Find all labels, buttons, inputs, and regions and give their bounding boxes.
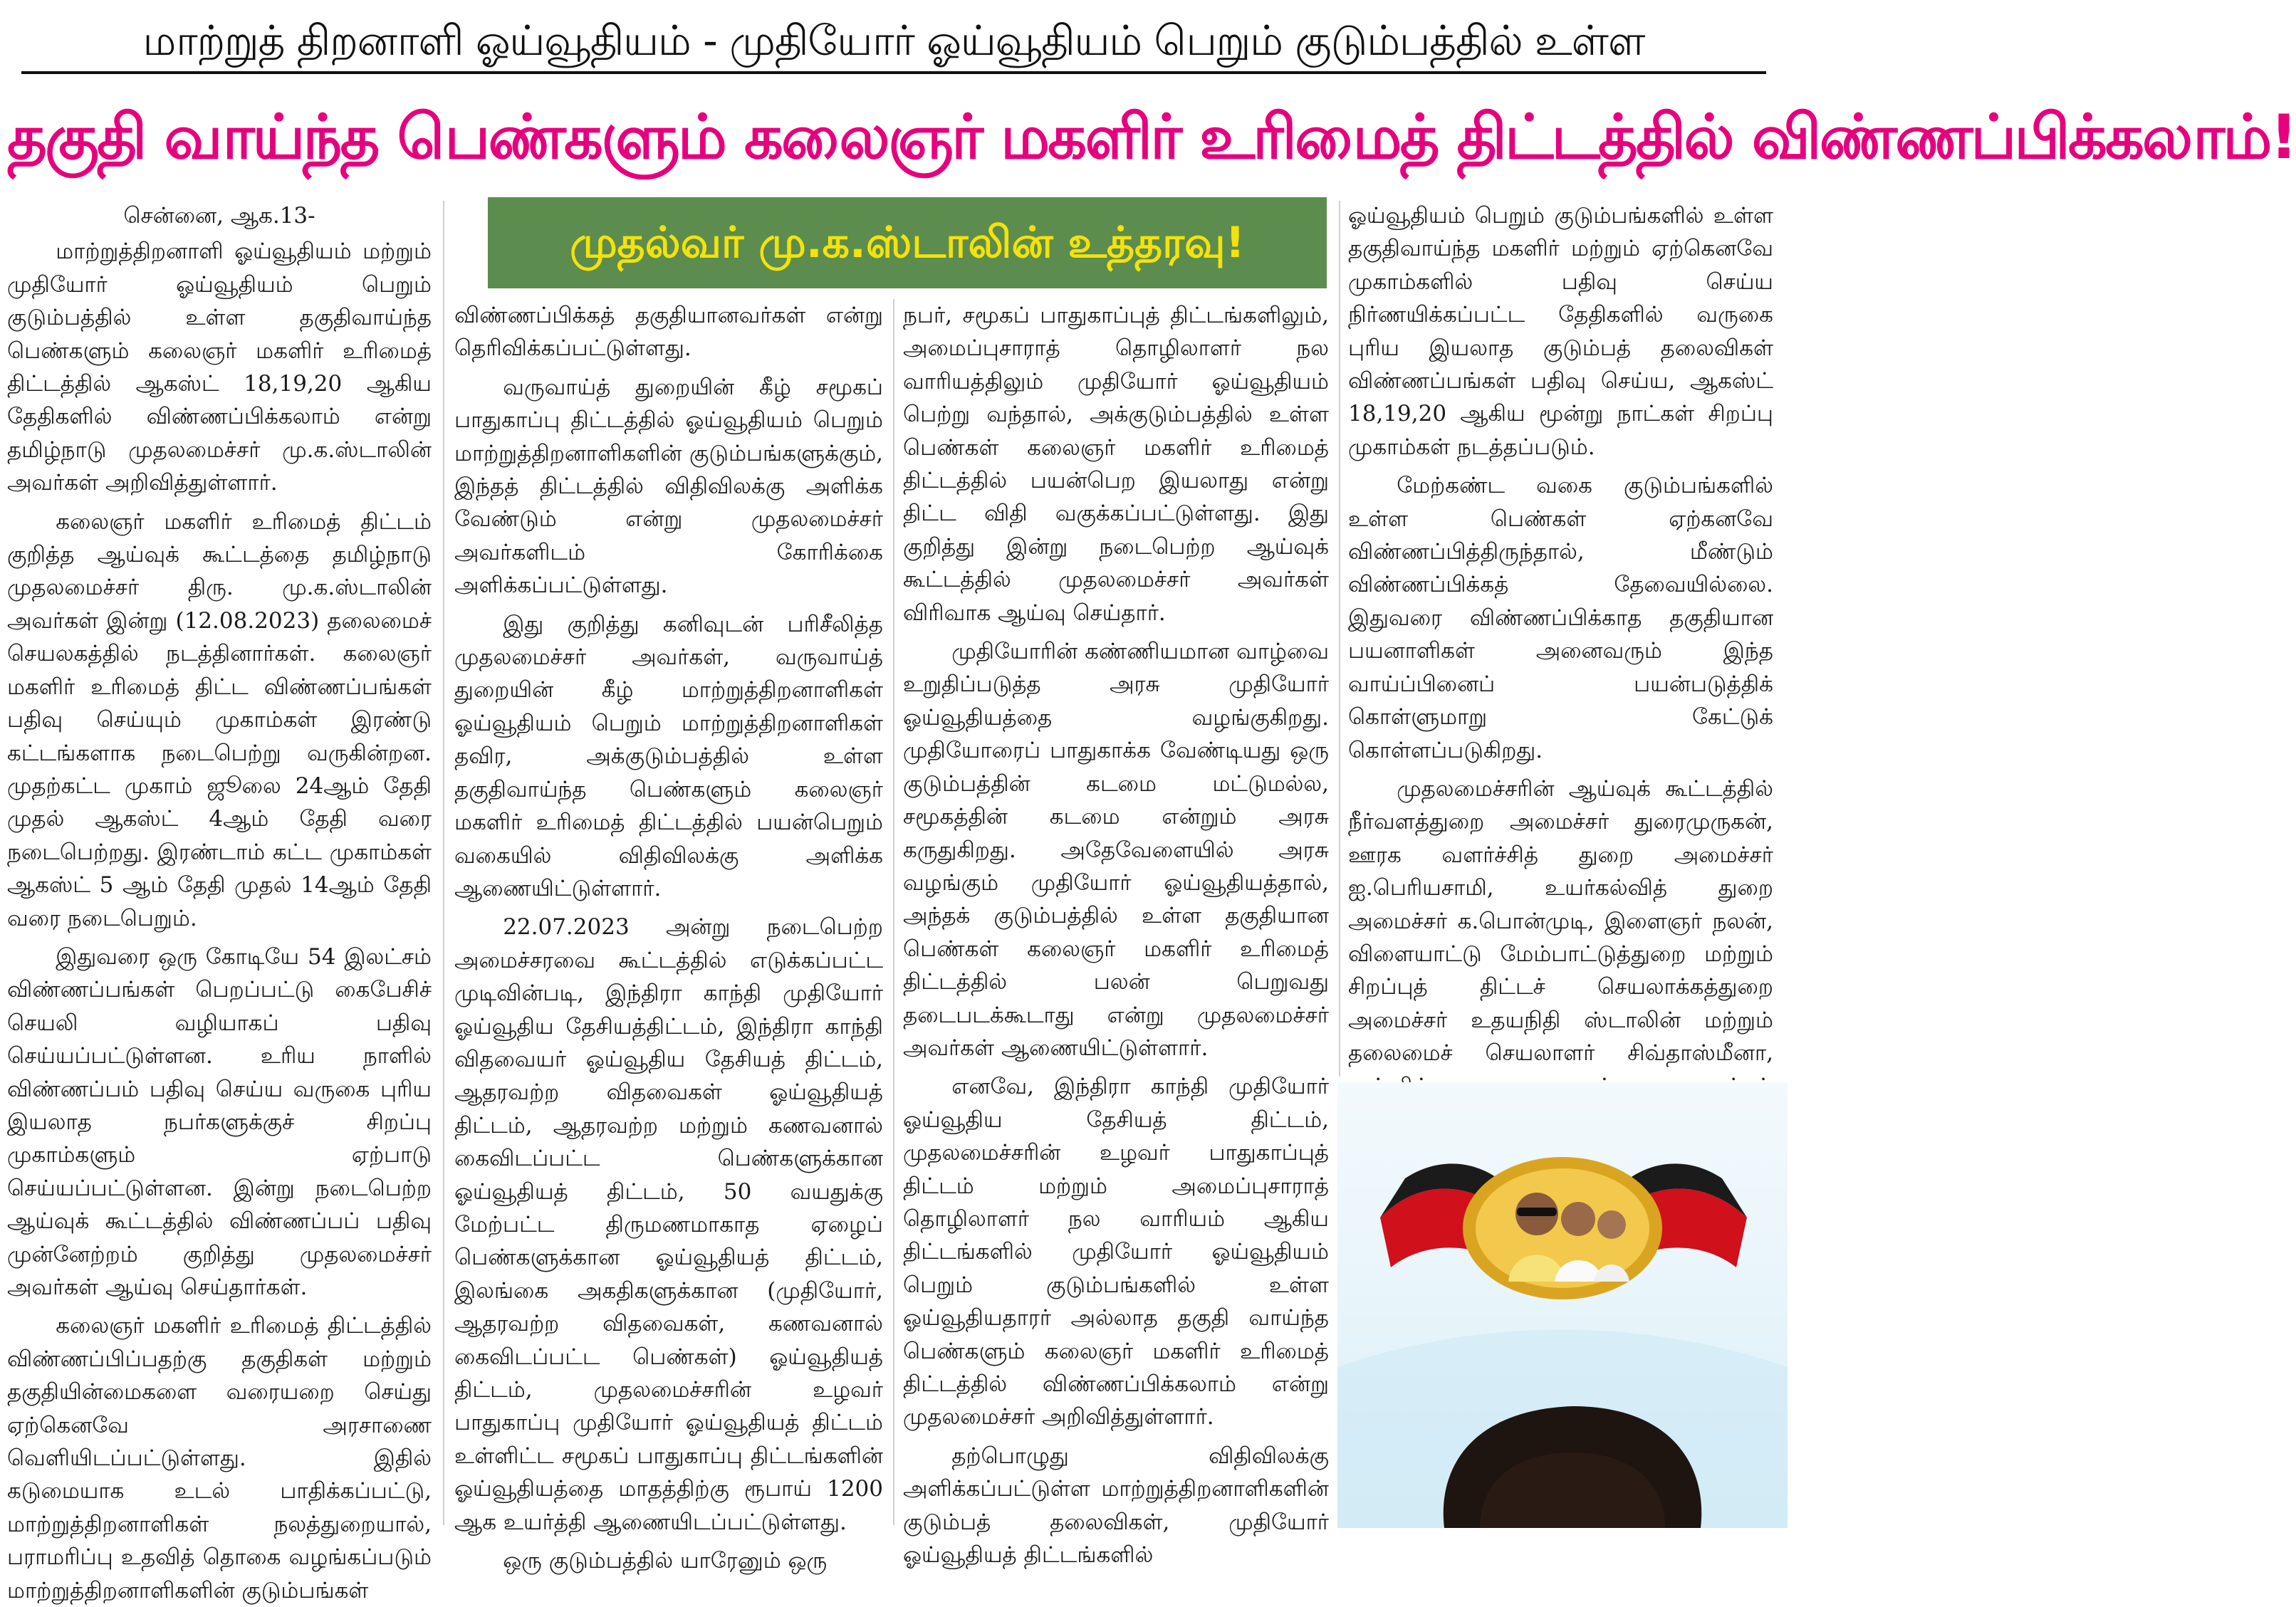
- paragraph: கலைஞர் மகளிர் உரிமைத் திட்டத்தில் விண்ணப்பிப்பதற்கு தகுதிகள் மற்றும் தகுதியின்மைகளை வரையறை செய்து ஏற்கெனவே அரசாணை வெளியிடப்பட்டுள்ளது. இதில் கடுமையாக உடல் பாதிக்கப்பட்டு, மாற்றுத்திறனாளிகள் நலத்துறையால், பராமரிப்பு உதவித் தொகை வழங்கப்படும் மாற்றுத்திறனாளிகளின் குடும்பங்கள்: [7, 1313, 432, 1603]
- paragraph: ஒரு குடும்பத்தில் யாரேனும் ஒரு: [503, 1548, 828, 1574]
- paragraph: மேற்கண்ட வகை குடும்பங்களில் உள்ள பெண்கள் ஏற்கனவே விண்ணப்பித்திருந்தால், மீண்டும் விண்ணப்பிக்கத் தேவையில்லை. இதுவரை விண்ணப்பிக்காத தகுதியான பயனாளிகள் அனைவரும் இந்த வாய்ப்பினைப் பயன்படுத்திக் கொள்ளுமாறு கேட்டுக் கொள்ளப்படுகிறது.: [1348, 473, 1773, 763]
- article-column-4: [1348, 199, 1773, 1067]
- paragraph: எனவே, இந்திரா காந்தி முதியோர் ஓய்வூதிய தேசியத் திட்டம், முதலமைச்சரின் உழவர் பாதுகாப்புத் திட்டம் மற்றும் அமைப்புசாராத் தொழிலாளர் நல வாரியம் ஆகிய திட்டங்களில் முதியோர் ஓய்வூதியம் பெறும் குடும்பங்களில் உள்ள ஓய்வூதியதாரர் அல்லாத தகுதி வாய்ந்த பெண்களும் கலைஞர் மகளிர் உரிமைத் திட்டத்தில் விண்ணப்பிக்கலாம் என்று முதலமைச்சர் அறிவித்துள்ளார்.: [903, 1074, 1329, 1430]
- chief-minister-order-banner: முதல்வர் மு.க.ஸ்டாலின் உத்தரவு!: [488, 197, 1327, 288]
- column-divider: [1339, 201, 1340, 1077]
- dateline: சென்னை, ஆக.13-: [123, 203, 315, 229]
- paragraph: வருவாய்த் துறையின் கீழ் சமூகப் பாதுகாப்பு திட்டத்தில் ஓய்வூதியம் பெறும் மாற்றுத்திறனாளிகளின் குடும்பங்களுக்கும், இந்தத் திட்டத்தில் விதிவிலக்கு அளிக்க வேண்டும் என்று முதலமைச்சர் அவர்களிடம் கோரிக்கை அளிக்கப்பட்டுள்ளது.: [454, 374, 883, 599]
- paragraph: இது குறித்து கனிவுடன் பரிசீலித்த முதலமைச்சர் அவர்கள், வருவாய்த் துறையின் கீழ் மாற்றுத்திறனாளிகள் ஓய்வூதியம் பெறும் மாற்றுத்திறனாளிகள் தவிர, அக்குடும்பத்தில் உள்ள தகுதிவாய்ந்த பெண்களும் கலைஞர் மகளிர் உரிமைத் திட்டத்தில் பயன்பெறும் வகையில் விதிவிலக்கு அளிக்க ஆணையிட்டுள்ளார்.: [454, 611, 883, 901]
- paragraph: கலைஞர் மகளிர் உரிமைத் திட்டம் குறித்த ஆய்வுக் கூட்டத்தை தமிழ்நாடு முதலமைச்சர் திரு. மு.க.ஸ்டாலின் அவர்கள் இன்று (12.08.2023) தலைமைச் செயலகத்தில் நடத்தினார்கள். கலைஞர் மகளிர் உரிமைத் திட்ட விண்ணப்பங்கள் பதிவு செய்யும் முகாம்கள் இரண்டு கட்டங்களாக நடைபெற்று வருகின்றன. முதற்கட்ட முகாம் ஜூலை 24ஆம் தேதி முதல் ஆகஸ்ட் 4ஆம் தேதி வரை நடைபெற்றது. இரண்டாம் கட்ட முகாம்கள் ஆகஸ்ட் 5 ஆம் தேதி முதல் 14ஆம் தேதி வரை நடைபெறும்.: [7, 508, 432, 931]
- paragraph: இதுவரை ஒரு கோடியே 54 இலட்சம் விண்ணப்பங்கள் பெறப்பட்டு கைபேசிச் செயலி வழியாகப் பதிவு செய்யப்பட்டுள்ளன. உரிய நாளில் விண்ணப்பம் பதிவு செய்ய வருகை புரிய இயலாத நபர்களுக்குச் சிறப்பு முகாம்களும் ஏற்பாடு செய்யப்பட்டுள்ளன. இன்று நடைபெற்ற ஆய்வுக் கூட்டத்தில் விண்ணப்பப் பதிவு முன்னேற்றம் குறித்து முதலமைச்சர் அவர்கள் ஆய்வு செய்தார்கள்.: [7, 943, 432, 1300]
- dmk-flag-emblem-icon: [1337, 1082, 1788, 1528]
- paragraph: நபர், சமூகப் பாதுகாப்புத் திட்டங்களிலும், அமைப்புசாராத் தொழிலாளர் நல வாரியத்திலும் முதியோர் ஓய்வூதியம் பெற்று வந்தால், அக்குடும்பத்தில் உள்ள பெண்கள் கலைஞர் மகளிர் உரிமைத் திட்டத்தில் பயன்பெற இயலாது என்று திட்ட விதி வகுக்கப்பட்டுள்ளது. இது குறித்து இன்று நடைபெற்ற ஆய்வுக் கூட்டத்தில் முதலமைச்சர் அவர்கள் விரிவாக ஆய்வு செய்தார்.: [903, 303, 1329, 626]
- paragraph: ஓய்வூதியம் பெறும் குடும்பங்களில் உள்ள தகுதிவாய்ந்த மகளிர் மற்றும் ஏற்கெனவே முகாம்களில் பதிவு செய்ய நிர்ணயிக்கப்பட்ட தேதிகளில் வருகை புரிய இயலாத குடும்பத் தலைவிகள் விண்ணப்பங்கள் பதிவு செய்ய, ஆகஸ்ட் 18,19,20 ஆகிய மூன்று நாட்கள் சிறப்பு முகாம்கள் நடத்தப்படும்.: [1348, 203, 1773, 460]
- paragraph: முதியோரின் கண்ணியமான வாழ்வை உறுதிப்படுத்த அரசு முதியோர் ஓய்வூதியத்தை வழங்குகிறது. முதியோரைப் பாதுகாக்க வேண்டியது ஒரு குடும்பத்தின் கடமை மட்டுமல்ல, சமூகத்தின் கடமை என்றும் அரசு கருதுகிறது. அதேவேளையில் அரசு வழங்கும் முதியோர் ஓய்வூதியத்தால், அந்தக் குடும்பத்தில் உள்ள தகுதியான பெண்கள் கலைஞர் மகளிர் உரிமைத் திட்டத்தில் பலன் பெறுவது தடைபடக்கூடாது என்று முதலமைச்சர் அவர்கள் ஆணையிட்டுள்ளார்.: [903, 639, 1329, 1061]
- paragraph: மாற்றுத்திறனாளி ஓய்வூதியம் மற்றும் முதியோர் ஓய்வூதியம் பெறும் குடும்பத்தில் உள்ள தகுதிவாய்ந்த பெண்களும் கலைஞர் மகளிர் உரிமைத் திட்டத்தில் ஆகஸ்ட் 18,19,20 ஆகிய தேதிகளில் விண்ணப்பிக்கலாம் என்று தமிழ்நாடு முதலமைச்சர் மு.க.ஸ்டாலின் அவர்கள் அறிவித்துள்ளார்.: [7, 239, 432, 496]
- main-headline: தகுதி வாய்ந்த பெண்களும் கலைஞர் மகளிர் உரிமைத் திட்டத்தில் விண்ணப்பிக்கலாம்!: [7, 102, 2296, 173]
- dmk-leaders-photo: [1337, 1082, 1788, 1528]
- column-divider: [443, 201, 444, 1525]
- article-column-2: [454, 299, 883, 1574]
- paragraph: 22.07.2023 அன்று நடைபெற்ற அமைச்சரவை கூட்டத்தில் எடுக்கப்பட்ட முடிவின்படி, இந்திரா காந்தி முதியோர் ஓய்வூதிய தேசியத்திட்டம், இந்திரா காந்தி விதவையர் ஓய்வூதிய தேசியத் திட்டம், ஆதரவற்ற விதவைகள் ஓய்வூதியத் திட்டம், ஆதரவற்ற மற்றும் கணவனால் கைவிடப்பட்ட பெண்களுக்கான ஓய்வூதியத் திட்டம், 50 வயதுக்கு மேற்பட்ட திருமணமாகாத ஏழைப் பெண்களுக்கான ஓய்வூதியத் திட்டம், இலங்கை அகதிகளுக்கான (முதியோர், ஆதரவற்ற விதவைகள், கணவனால் கைவிடப்பட்ட பெண்கள்) ஓய்வூதியத் திட்டம், முதலமைச்சரின் உழவர் பாதுகாப்பு முதியோர் ஓய்வூதியத் திட்டம் உள்ளிட்ட சமூகப் பாதுகாப்பு திட்டங்களின் ஓய்வூதியத்தை மாதத்திற்கு ரூபாய் 1200 ஆக உயர்த்தி ஆணையிடப்பட்டுள்ளது.: [454, 914, 883, 1535]
- paragraph: முதலமைச்சரின் ஆய்வுக் கூட்டத்தில் நீர்வளத்துறை அமைச்சர் துரைமுருகன், ஊரக வளர்ச்சித் துறை அமைச்சர் ஐ.பெரியசாமி, உயர்கல்வித் துறை அமைச்சர் க.பொன்முடி, இளைஞர் நலன், விளையாட்டு மேம்பாட்டுத்துறை மற்றும் சிறப்புத் திட்டச் செயலாக்கத்துறை அமைச்சர் உதயநிதி ஸ்டாலின் மற்றும் தலைமைச் செயலாளர் சிவ்தாஸ்மீனா,: [1348, 775, 1773, 1067]
- column-divider: [893, 299, 894, 1525]
- article-column-1: [7, 199, 432, 1603]
- kicker-subheadline: மாற்றுத் திறனாளி ஓய்வூதியம் - முதியோர் ஓய்வூதியம் பெறும் குடும்பத்தில் உள்ள: [21, 10, 1766, 74]
- article-column-3: [903, 299, 1329, 1569]
- paragraph: விண்ணப்பிக்கத் தகுதியானவர்கள் என்று தெரிவிக்கப்பட்டுள்ளது.: [454, 303, 883, 362]
- paragraph: தற்பொழுது விதிவிலக்கு அளிக்கப்பட்டுள்ள மாற்றுத்திறனாளிகளின் குடும்பத் தலைவிகள், முதியோர் ஓய்வூதியத் திட்டங்களில்: [903, 1443, 1329, 1569]
